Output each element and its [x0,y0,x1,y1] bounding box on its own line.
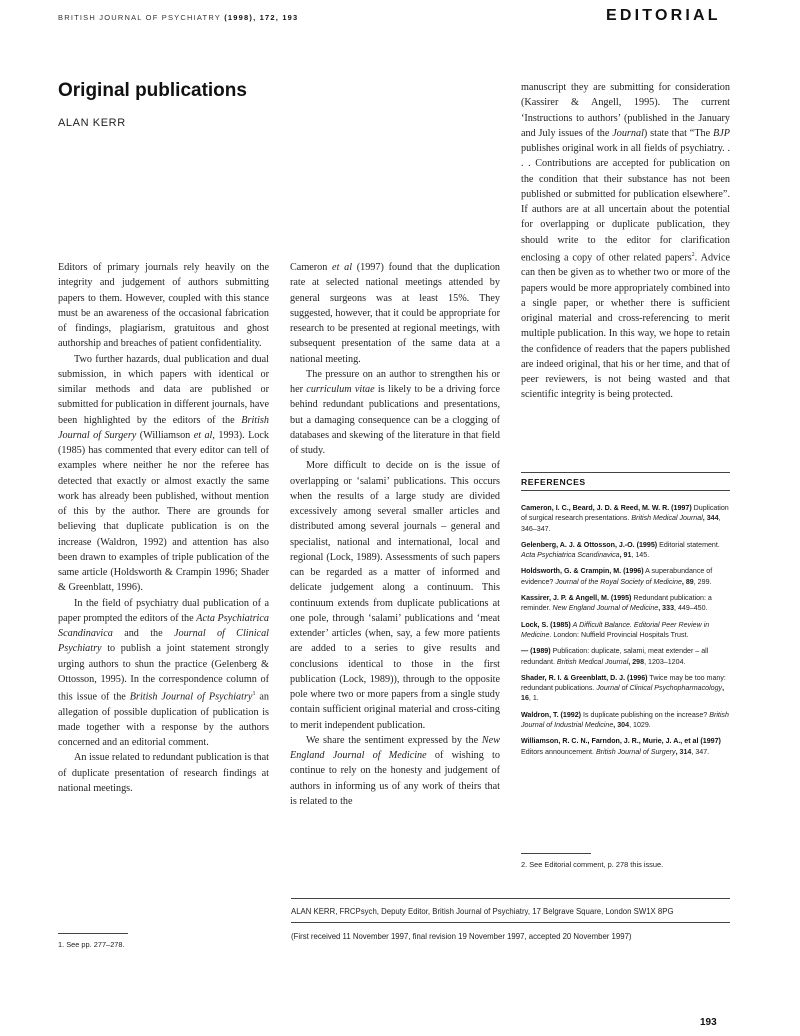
footnote-1: 1. See pp. 277–278. [58,940,125,949]
paragraph: In the field of psychiatry dual publication of a paper prompted the editors of the Acta Psychiatrica Scandinavica and the Journal of Clinical Psychiatry to publish a joint statement strongly urging authors to shun the practice (Gelenberg & Ottosson, 1995). In the correspondence column of this issue of the British Journal of Psychiatry$^1$ an allegation of possible duplication of publication is made together with a response by the authors concerned and an editorial comment. [58,597,269,749]
reference-list [521,503,730,763]
references-rule-top [521,472,730,473]
affiliation-rule [291,898,730,899]
received-rule [291,922,730,923]
journal-citation: (1998), 172, 193 [224,13,299,22]
reference-item: Gelenberg, A. J. & Ottosson, J.-O. (1995) Editorial statement. Acta Psychiatrica Scandinavica, 91, 145. [521,540,720,560]
reference-item: Shader, R. I. & Greenblatt, D. J. (1996) Twice may be too many: redundant publications. Journal of Clinical Psychopharmacology, 16, 1. [521,673,726,703]
reference-item: — (1989) Publication: duplicate, salami, meat extender – all redundant. British Medical Journal, 298, 1203–1204. [521,647,709,666]
reference-item: Lock, S. (1985) A Difficult Balance. Editorial Peer Review in Medicine. London: Nuffield Provincial Hospitals Trust. [521,620,710,639]
paragraph: An issue related to redundant publication is that of duplicate presentation of research findings at national meetings. [58,752,269,794]
paragraph: Editors of primary journals rely heavily on the integrity and judgement of authors submitting papers to them. However, coupled with this stance must be an awareness of the occasional fabrication of findings, plagiarism, gratuitous and ghost authorship and breaches of patient confidentiality. [58,262,269,350]
reference-item: Kassirer, J. P. & Angell, M. (1995) Redundant publication: a reminder. New England Journal of Medicine, 333, 449–450. [521,594,712,613]
references-rule-bottom [521,490,730,491]
body-column-3 [521,80,730,403]
paragraph: More difficult to decide on is the issue of overlapping or ‘salami’ publications. This occurs when the results of a large study are divided excessively among several smaller articles and distributed among several journals – general and specialist, national and international, local and regional (Lock, 1989). Assessments of such papers can be regarded as a matter of informed and delicate judgement along a continuum. This continuum extends from duplicate publications at one pole, through ‘salami’ publications and ‘meat extender’ articles (when, say, a few more patients are added to a series to give results and conclusions identical to those in the first publication (Lock, 1989)), through to the opposite pole where two or more papers from a single study contain sufficient original material and cross-citing to merit independent publication. [290,460,500,731]
reference-item: Holdsworth, G. & Crampin, M. (1996) A superabundance of evidence? Journal of the Royal Society of Medicine, 89, 299. [521,567,713,586]
article-author: ALAN KERR [58,117,126,129]
paragraph: manuscript they are submitting for consideration (Kassirer & Angell, 1995). The current ‘Instructions to authors’ (published in the January and July issues of the Journal) state that “The BJP publishes original work in all fields of psychiatry. . . . Contributions are accepted for publication on the condition that their substance has not been published or submitted for publication elsewhere”. If authors are at all uncertain about the potential for overlapping or duplicate publication, they should write to the editor for clarification enclosing a copy of other related papers$^2$. Advice can then be given as to whether two or more of the papers would be more appropriately combined into a single paper, or whether there is sufficient original material and cross-referencing to merit multiple publication. In this way, we hope to retain the confidence of readers that the papers published are indeed original, that his or her time, and that of peer reviewers, is not being wasted and that scientific integrity is being protected. [521,82,731,401]
footnote-rule [521,853,591,854]
body-column-2 [290,260,500,809]
reference-item: Waldron, T. (1992) Is duplicate publishing on the increase? British Journal of Industrial Medicine, 304, 1029. [521,710,729,730]
running-head [58,13,298,22]
author-affiliation: ALAN KERR, FRCPsych, Deputy Editor, British Journal of Psychiatry, 17 Belgrave Square, London SW1X 8PG [291,907,674,916]
reference-item: Cameron, I. C., Beard, J. D. & Reed, M. W. R. (1997) Duplication of surgical research presentations. British Medical Journal, 344, 346–347. [521,504,729,533]
paragraph: Two further hazards, dual publication and dual submission, in which papers with identical or similar methods and data are published or submitted for publication in different journals, have been highlighted by the editors of the British Journal of Surgery (Williamson et al, 1993). Lock (1985) has commented that every editor can tell of examples where neither he nor the referee has detected that exactly or almost exactly the same work has already been published, without mention of this by the author. There are grounds for believing that duplicate publication is on the increase (Waldron, 1992) and attention has also been drawn to examples of triple publication of the same article (Holdsworth & Crampin 1996; Shader & Greenblatt, 1996). [58,353,270,594]
footnote-marker: 2 [691,251,695,258]
paragraph: The pressure on an author to strengthen his or her curriculum vitae is likely to be a driving force behind redundant publications and presentations, but a damaging consequence can be a clogging of databases and skewing of the literature in that field of study. [290,368,500,456]
received-dates: (First received 11 November 1997, final revision 19 November 1997, accepted 20 November 1997) [291,932,632,941]
reference-item: Williamson, R. C. N., Farndon, J. R., Murie, J. A., et al (1997) Editors announcement. British Journal of Surgery, 314, 347. [521,737,721,756]
footnote-marker: 1 [252,691,256,697]
page-number: 193 [700,1017,717,1028]
references-heading: REFERENCES [521,477,586,487]
article-title: Original publications [58,80,247,101]
footnote-rule [58,933,128,934]
body-column-1 [58,260,269,796]
paragraph: Cameron et al (1997) found that the duplication rate at selected national meetings attended by general surgeons was at least 15%. They suggested, however, that it could be appropriate for research to be presented at regional meetings, with subsequent presentation of the same data at a national meeting. [290,262,501,365]
section-label: EDITORIAL [606,7,721,24]
footnote-2: 2. See Editorial comment, p. 278 this issue. [521,860,664,869]
journal-name: BRITISH JOURNAL OF PSYCHIATRY [58,13,221,22]
paragraph: We share the sentiment expressed by the New England Journal of Medicine of wishing to continue to rely on the honesty and judgement of authors in informing us of any work of theirs that is related to the [290,734,500,807]
